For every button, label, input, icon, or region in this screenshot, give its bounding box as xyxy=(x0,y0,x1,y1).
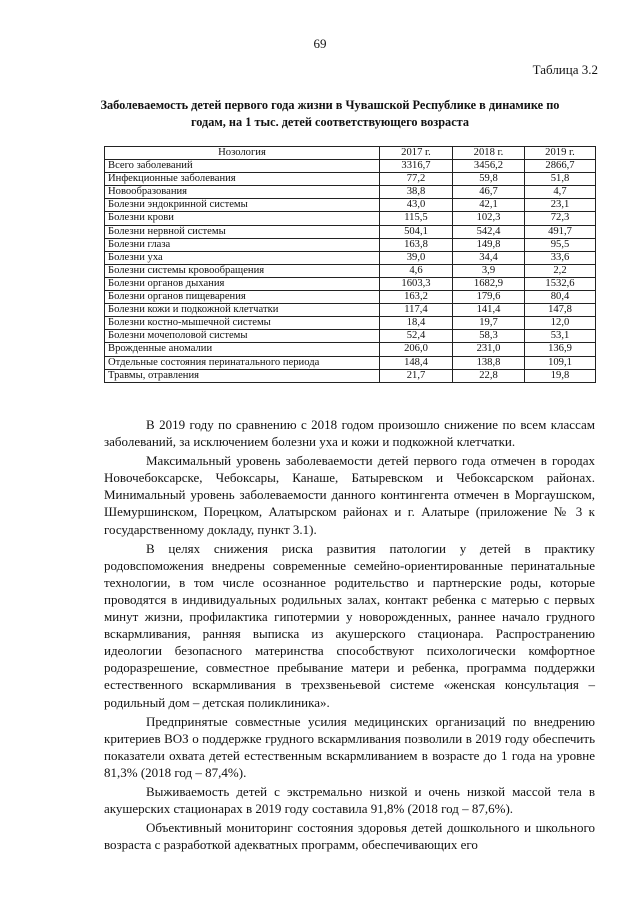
value-cell: 1682,9 xyxy=(453,277,525,290)
table-row xyxy=(105,186,596,199)
value-cell: 504,1 xyxy=(380,225,453,238)
table-body xyxy=(105,160,596,383)
table-row xyxy=(105,304,596,317)
nosology-cell: Травмы, отравления xyxy=(105,369,380,382)
nosology-cell: Болезни нервной системы xyxy=(105,225,380,238)
value-cell: 491,7 xyxy=(525,225,596,238)
value-cell: 39,0 xyxy=(380,251,453,264)
value-cell: 1532,6 xyxy=(525,277,596,290)
value-cell: 149,8 xyxy=(453,238,525,251)
value-cell: 58,3 xyxy=(453,330,525,343)
value-cell: 53,1 xyxy=(525,330,596,343)
value-cell: 19,8 xyxy=(525,369,596,382)
value-cell: 59,8 xyxy=(453,173,525,186)
value-cell: 3,9 xyxy=(453,264,525,277)
table-row xyxy=(105,160,596,173)
nosology-cell: Болезни органов дыхания xyxy=(105,277,380,290)
value-cell: 148,4 xyxy=(380,356,453,369)
value-cell: 43,0 xyxy=(380,199,453,212)
value-cell: 1603,3 xyxy=(380,277,453,290)
value-cell: 21,7 xyxy=(380,369,453,382)
value-cell: 206,0 xyxy=(380,343,453,356)
table-row xyxy=(105,251,596,264)
value-cell: 34,4 xyxy=(453,251,525,264)
table-row xyxy=(105,330,596,343)
header-nosology: Нозология xyxy=(105,147,380,160)
header-2018: 2018 г. xyxy=(453,147,525,160)
table-row xyxy=(105,369,596,382)
value-cell: 3456,2 xyxy=(453,160,525,173)
value-cell: 72,3 xyxy=(525,212,596,225)
value-cell: 117,4 xyxy=(380,304,453,317)
table-row xyxy=(105,199,596,212)
nosology-cell: Болезни уха xyxy=(105,251,380,264)
value-cell: 22,8 xyxy=(453,369,525,382)
morbidity-table xyxy=(104,146,596,383)
nosology-cell: Новообразования xyxy=(105,186,380,199)
nosology-cell: Болезни мочеполовой системы xyxy=(105,330,380,343)
nosology-cell: Болезни костно-мышечной системы xyxy=(105,317,380,330)
table-row xyxy=(105,173,596,186)
value-cell: 18,4 xyxy=(380,317,453,330)
paragraph: Выживаемость детей с экстремально низкой и очень низкой массой тела в акушерских стационарах в 2019 году составила 91,8% (2018 год – 87,6%). xyxy=(104,783,595,817)
value-cell: 95,5 xyxy=(525,238,596,251)
value-cell: 46,7 xyxy=(453,186,525,199)
value-cell: 109,1 xyxy=(525,356,596,369)
table-row xyxy=(105,343,596,356)
paragraph: Предпринятые совместные усилия медицинских организаций по внедрению критериев ВОЗ о поддержке грудного вскармливания позволили в 2019 году обеспечить показатели охвата детей естественным вскармливанием в возрасте до 1 года на уровне 81,3% (2018 год – 87,4%). xyxy=(104,713,595,780)
nosology-cell: Болезни глаза xyxy=(105,238,380,251)
paragraph: Объективный мониторинг состояния здоровья детей дошкольного и школьного возраста с разработкой адекватных программ, обеспечивающих его xyxy=(104,820,595,853)
value-cell: 115,5 xyxy=(380,212,453,225)
nosology-cell: Болезни крови xyxy=(105,212,380,225)
value-cell: 138,8 xyxy=(453,356,525,369)
value-cell: 231,0 xyxy=(453,343,525,356)
value-cell: 147,8 xyxy=(525,304,596,317)
value-cell: 136,9 xyxy=(525,343,596,356)
value-cell: 23,1 xyxy=(525,199,596,212)
value-cell: 51,8 xyxy=(525,173,596,186)
nosology-cell: Отдельные состояния перинатального периода xyxy=(105,356,380,369)
nosology-cell: Болезни органов пищеварения xyxy=(105,291,380,304)
table-row xyxy=(105,225,596,238)
table-row xyxy=(105,212,596,225)
header-2019: 2019 г. xyxy=(525,147,596,160)
nosology-cell: Болезни эндокринной системы xyxy=(105,199,380,212)
value-cell: 3316,7 xyxy=(380,160,453,173)
table-row xyxy=(105,238,596,251)
value-cell: 80,4 xyxy=(525,291,596,304)
value-cell: 163,8 xyxy=(380,238,453,251)
header-2017: 2017 г. xyxy=(380,147,453,160)
value-cell: 12,0 xyxy=(525,317,596,330)
nosology-cell: Болезни кожи и подкожной клетчатки xyxy=(105,304,380,317)
value-cell: 52,4 xyxy=(380,330,453,343)
table-header-row xyxy=(105,147,596,160)
page-number: 69 xyxy=(313,36,327,51)
value-cell: 4,6 xyxy=(380,264,453,277)
nosology-cell: Врожденные аномалии xyxy=(105,343,380,356)
value-cell: 179,6 xyxy=(453,291,525,304)
table-row xyxy=(105,291,596,304)
value-cell: 4,7 xyxy=(525,186,596,199)
table-title: Заболеваемость детей первого года жизни в Чувашской Республике в динамике по годам, на 1 тыс. детей соответствующего возраста xyxy=(100,98,560,129)
value-cell: 33,6 xyxy=(525,251,596,264)
nosology-cell: Болезни системы кровообращения xyxy=(105,264,380,277)
paragraph: В 2019 году по сравнению с 2018 годом произошло снижение по всем классам заболеваний, за исключением болезни уха и кожи и подкожной клетчатки. xyxy=(104,417,595,450)
value-cell: 542,4 xyxy=(453,225,525,238)
paragraph: Максимальный уровень заболеваемости детей первого года отмечен в городах Новочебоксарске, Чебоксары, Канаше, Батыревском и Чебоксарском районах. Минимальный уровень заболеваемости данного контингента отмечен в Моргаушском, Шемуршинском, Порецком, Алатырском районах и г. Алатыре (приложение № 3 к государственному докладу, пункт 3.1). xyxy=(104,453,595,537)
value-cell: 42,1 xyxy=(453,199,525,212)
value-cell: 102,3 xyxy=(453,212,525,225)
value-cell: 2866,7 xyxy=(525,160,596,173)
table-label: Таблица 3.2 xyxy=(532,62,598,77)
value-cell: 19,7 xyxy=(453,317,525,330)
paragraph: В целях снижения риска развития патологии у детей в практику родовспоможения внедрены современные семейно-ориентированные перинатальные технологии, в том числе осознанное родительство и партнерские роды, которые проводятся в индивидуальных родильных залах, контакт ребенка с матерью с первых минут жизни, профилактика гипотермии у новорожденных, раннее начало грудного вскармливания, ранняя выписка из акушерского стационара. Распространению идеологии безопасного материнства способствуют психологически комфортное родоразрешение, совместное пребывание матери и ребенка, программа поддержки естественного вскармливания в трехзвеньевой системе «женская консультация – родильный дом – детская поликлиника». xyxy=(104,540,595,710)
value-cell: 2,2 xyxy=(525,264,596,277)
value-cell: 141,4 xyxy=(453,304,525,317)
nosology-cell: Всего заболеваний xyxy=(105,160,380,173)
value-cell: 38,8 xyxy=(380,186,453,199)
table-row xyxy=(105,356,596,369)
value-cell: 77,2 xyxy=(380,173,453,186)
table-row xyxy=(105,317,596,330)
table-row xyxy=(105,277,596,290)
value-cell: 163,2 xyxy=(380,291,453,304)
nosology-cell: Инфекционные заболевания xyxy=(105,173,380,186)
table-row xyxy=(105,264,596,277)
body-text xyxy=(104,416,595,855)
